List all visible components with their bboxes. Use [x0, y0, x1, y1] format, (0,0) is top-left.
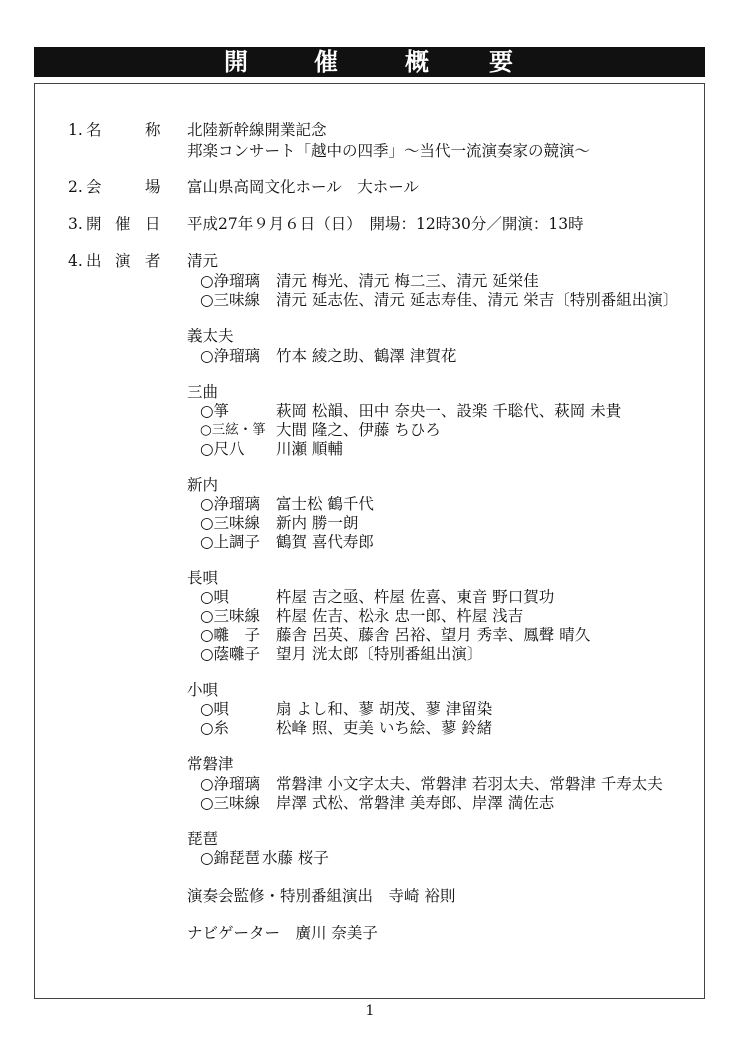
item-label: 会 [86, 178, 102, 196]
part-label: ○三味線 [200, 794, 261, 812]
part-label: ○三味線 [200, 291, 261, 309]
item-number: 2. [68, 178, 83, 196]
group-name: 小唄 [187, 681, 219, 699]
part-label: ○浄瑠璃 [200, 347, 261, 365]
part-label: ○唄 [200, 588, 230, 606]
performer-names: 水藤 桜子 [262, 849, 329, 867]
navigator-credit: ナビゲーター 廣川 奈美子 [187, 924, 378, 942]
performer-names: 常磐津 小文字太夫、常磐津 若羽太夫、常磐津 千寿太夫 [276, 775, 663, 793]
item-number: 4. [68, 252, 83, 270]
group-name: 三曲 [187, 383, 219, 401]
performer-names: 清元 梅光、清元 梅二三、清元 延栄佳 [276, 272, 539, 290]
group-name: 長唄 [187, 569, 219, 587]
performer-names: 新内 勝一朗 [276, 514, 359, 532]
performer-names: 鶴賀 喜代寿郎 [276, 533, 374, 551]
item-label: 名 [86, 121, 102, 139]
part-label: ○蔭囃子 [200, 645, 261, 663]
part-label: ○浄瑠璃 [200, 272, 261, 290]
performer-names: 岸澤 式松、常磐津 美寿郎、岸澤 満佐志 [276, 794, 555, 812]
supervision-credit: 演奏会監修・特別番組演出 寺崎 裕則 [187, 887, 456, 905]
performer-names: 竹本 綾之助、鶴澤 津賀花 [276, 347, 457, 365]
part-label: ○尺八 [200, 440, 245, 458]
performer-names: 富士松 鶴千代 [276, 495, 374, 513]
part-label: ○三味線 [200, 607, 261, 625]
event-date: 平成27年９月６日（日） 開場：12時30分／開演：13時 [187, 215, 584, 233]
part-label: ○上調子 [200, 533, 261, 551]
item-label: 称 [145, 121, 161, 139]
part-label: ○三絃・箏 [200, 422, 266, 438]
group-name: 常磐津 [187, 755, 234, 773]
group-name: 義太夫 [187, 327, 234, 345]
performer-names: 萩岡 松韻、田中 奈央一、設楽 千聡代、萩岡 未貴 [276, 402, 622, 420]
performer-names: 杵屋 吉之亟、杵屋 佐喜、東音 野口賀功 [276, 588, 555, 606]
performer-names: 川瀬 順輔 [276, 440, 343, 458]
item-label: 出 [86, 252, 102, 270]
group-name: 琵琶 [187, 830, 219, 848]
part-label: ○浄瑠璃 [200, 495, 261, 513]
group-name: 新内 [187, 476, 219, 494]
title-bar [34, 47, 705, 77]
event-name-line: 北陸新幹線開業記念 [187, 121, 327, 139]
venue: 富山県高岡文化ホール 大ホール [187, 178, 419, 196]
title-char: 概 [405, 48, 429, 76]
part-label: ○浄瑠璃 [200, 775, 261, 793]
performer-names: 松峰 照、吏美 いち絵、蓼 鈴緒 [276, 719, 493, 737]
item-label: 者 [145, 252, 161, 270]
performer-names: 藤舎 呂英、藤舎 呂裕、望月 秀幸、鳳聲 晴久 [276, 626, 591, 644]
part-label: ○囃 子 [200, 626, 261, 644]
item-label: 催 [115, 215, 131, 233]
item-number: 3. [68, 215, 83, 233]
part-label: ○糸 [200, 719, 230, 737]
part-label: ○三味線 [200, 514, 261, 532]
item-number: 1. [68, 121, 83, 139]
performer-names: 望月 洸太郎〔特別番組出演〕 [276, 645, 483, 663]
part-label: ○錦琵琶 [200, 849, 261, 867]
item-label: 演 [115, 252, 131, 270]
performer-names: 扇 よし和、蓼 胡茂、蓼 津留染 [276, 700, 493, 718]
part-label: ○箏 [200, 402, 230, 420]
performer-names: 清元 延志佐、清元 延志寿佳、清元 栄吉〔特別番組出演〕 [276, 291, 679, 309]
item-label: 日 [145, 215, 161, 233]
title-char: 要 [489, 48, 513, 76]
performer-names: 杵屋 佐吉、松永 忠一郎、杵屋 浅吉 [276, 607, 524, 625]
page-number: 1 [365, 1003, 375, 1019]
event-name-line: 邦楽コンサート「越中の四季」〜当代一流演奏家の競演〜 [187, 142, 591, 160]
title-char: 催 [314, 48, 338, 76]
title-char: 開 [224, 48, 248, 76]
performer-names: 大間 隆之、伊藤 ちひろ [276, 421, 441, 439]
item-label: 場 [145, 178, 161, 196]
item-label: 開 [86, 215, 102, 233]
group-name: 清元 [187, 252, 219, 270]
part-label: ○唄 [200, 700, 230, 718]
